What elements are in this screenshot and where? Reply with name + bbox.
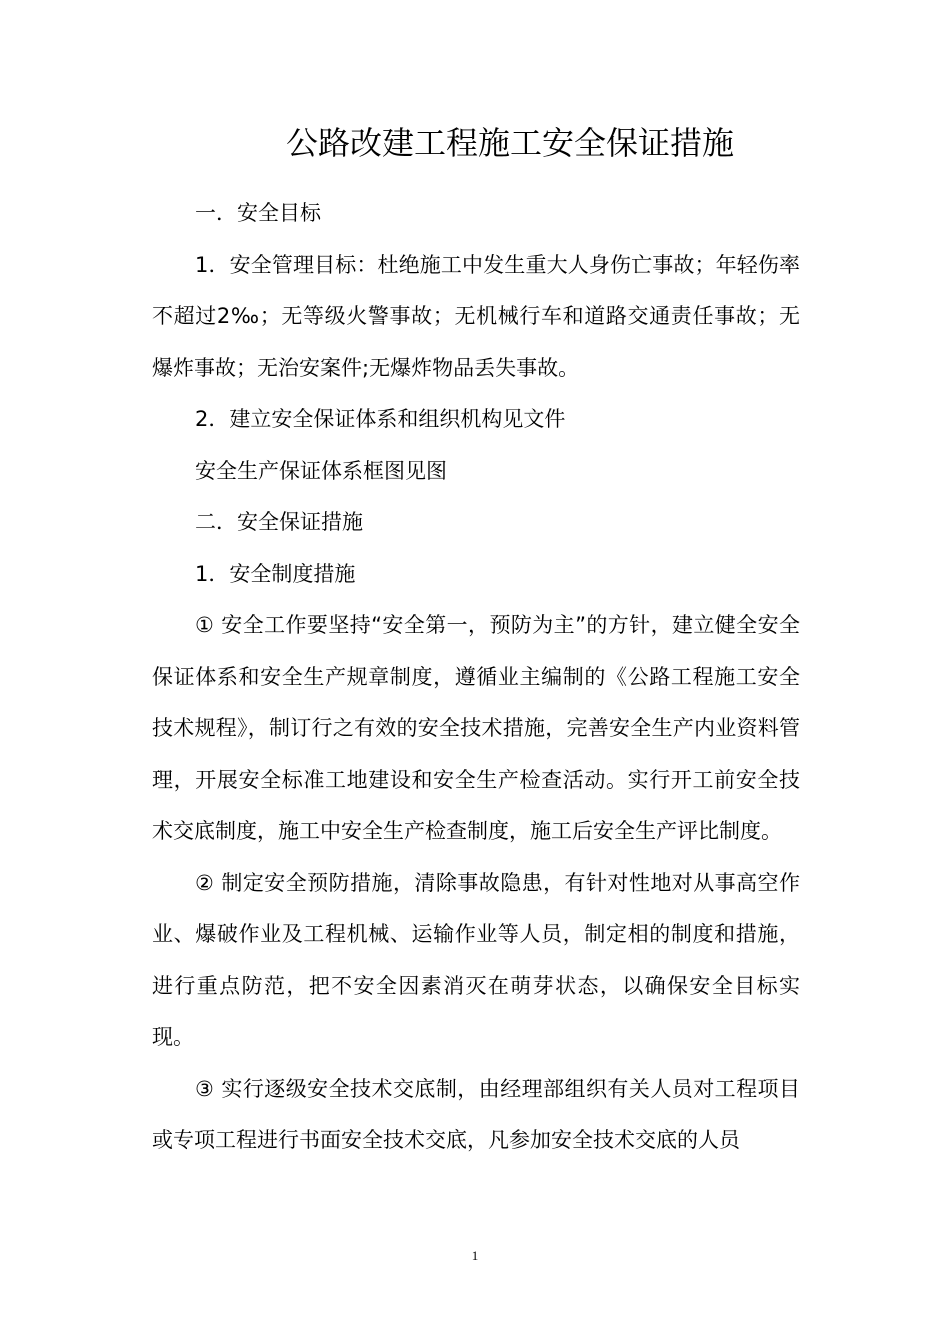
document-body <box>152 188 800 1167</box>
paragraph-safety-goal: 1．安全管理目标：杜绝施工中发生重大人身伤亡事故；年轻伤率不超过2‰；无等级火警事故；无机械行车和道路交通责任事故；无爆炸事故；无治安案件;无爆炸物品丢失事故。 <box>152 252 800 380</box>
paragraph-system-diagram: 安全生产保证体系框图见图 <box>195 458 447 483</box>
paragraph-item-1: ① 安全工作要坚持“安全第一，预防为主”的方针，建立健全安全保证体系和安全生产规章制度，遵循业主编制的《公路工程施工安全技术规程》，制订行之有效的安全技术措施，完善安全生产内业资料管理，开展安全标准工地建设和安全生产检查活动。实行开工前安全技术交底制度，施工中安全生产检查制度，施工后安全生产评比制度。 <box>152 613 800 843</box>
paragraph-item-3: ③ 实行逐级安全技术交底制，由经理部组织有关人员对工程项目或专项工程进行书面安全技术交底，凡参加安全技术交底的人员 <box>152 1076 800 1152</box>
subsection-heading: 1．安全制度措施 <box>195 561 356 586</box>
document-title: 公路改建工程施工安全保证措施 <box>285 124 734 162</box>
section-heading-2: 二．安全保证措施 <box>195 510 363 534</box>
paragraph-safety-system: 2．建立安全保证体系和组织机构见文件 <box>195 407 566 431</box>
page-number: 1 <box>471 1248 479 1263</box>
paragraph-item-2: ② 制定安全预防措施，清除事故隐患，有针对性地对从事高空作业、爆破作业及工程机械、运输作业等人员，制定相的制度和措施，进行重点防范，把不安全因素消灭在萌芽状态，以确保安全目标实现。 <box>152 870 800 1049</box>
section-heading-1: 一．安全目标 <box>195 201 321 225</box>
